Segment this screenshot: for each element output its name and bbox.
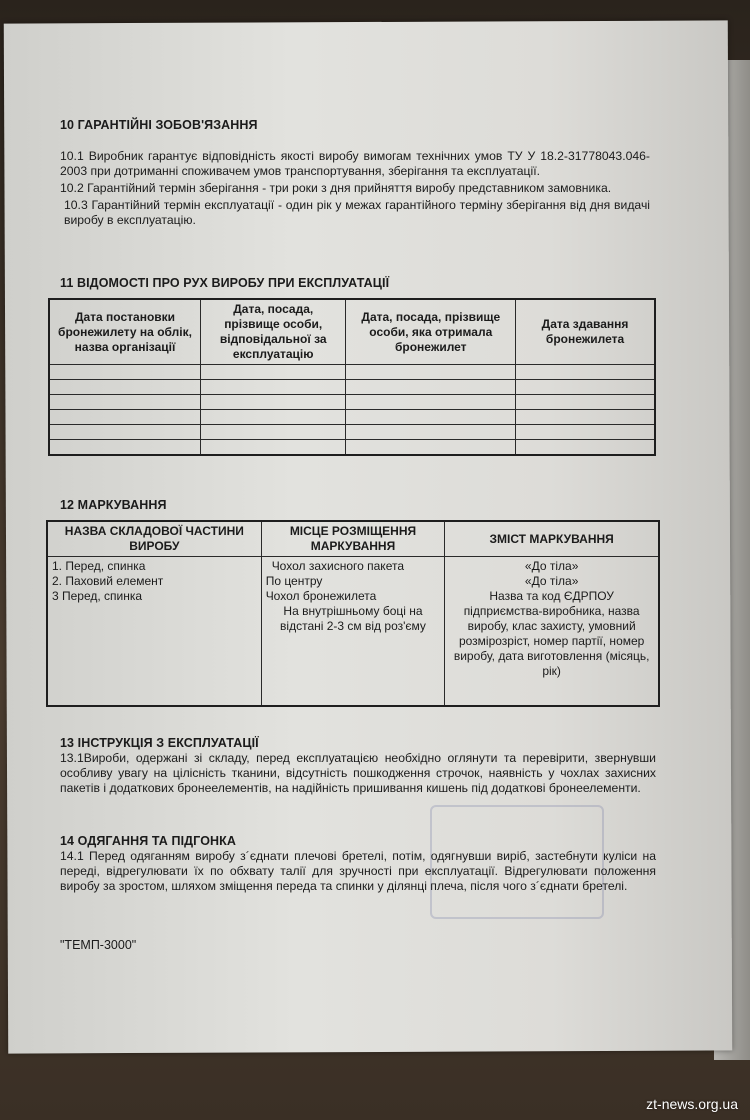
list-item: На внутрішньому боці на відстані 2-3 см від роз'єму <box>280 604 426 633</box>
section-warranty <box>60 118 650 228</box>
marking-content-cell <box>445 557 659 707</box>
site-watermark: zt-news.org.ua <box>646 1096 738 1112</box>
table-row <box>49 380 655 395</box>
table-cell <box>201 410 346 425</box>
list-item: 3 Перед, спинка <box>52 589 143 603</box>
section-10-p3: 10.3 Гарантійний термін експлуатації - один рік у межах гарантійного терміну зберігання від дня видачі виробу в експлуатацію. <box>64 198 650 227</box>
table-cell <box>346 425 516 440</box>
table-cell <box>201 440 346 456</box>
table-cell <box>346 395 516 410</box>
list-item: По центру <box>265 574 323 588</box>
table-cell <box>49 425 201 440</box>
marking-table <box>46 520 660 707</box>
table-cell <box>346 410 516 425</box>
movement-table <box>48 298 656 456</box>
list-item: «До тіла» <box>524 574 579 588</box>
section-11-title: 11 ВІДОМОСТІ ПРО РУХ ВИРОБУ ПРИ ЕКСПЛУАТАЦІЇ <box>60 276 390 290</box>
table-cell <box>49 410 201 425</box>
table-cell <box>201 365 346 380</box>
section-12-title: 12 МАРКУВАННЯ <box>60 498 167 512</box>
movement-header-2: Дата, посада, прізвище особи, відповідальної за експлуатацію <box>201 299 346 365</box>
section-13-title: 13 ІНСТРУКЦІЯ З ЕКСПЛУАТАЦІЇ <box>60 736 259 750</box>
marking-table-header <box>47 521 659 557</box>
table-cell <box>49 365 201 380</box>
table-row <box>49 365 655 380</box>
section-10-p2: 10.2 Гарантійний термін зберігання - три роки з дня прийняття виробу представником замовника. <box>60 181 612 195</box>
table-row <box>49 410 655 425</box>
section-13-p1: 13.1Вироби, одержані зі складу, перед експлуатацією необхідно оглянути та перевірити, звернувши особливу увагу на цілісність тканини, відсутність пошкодження строчок, наявність у чохлах захисних пакетів і додаткових бронеелементів, на надійність пришивання кишень під додаткові бронеелементи. <box>60 751 656 795</box>
table-cell <box>516 365 655 380</box>
list-item: «До тіла» <box>524 559 579 573</box>
table-cell <box>49 380 201 395</box>
table-cell <box>49 440 201 456</box>
table-cell <box>346 365 516 380</box>
marking-header-3: ЗМІСТ МАРКУВАННЯ <box>445 521 659 557</box>
section-10-p1: 10.1 Виробник гарантує відповідність якості виробу вимогам технічних умов ТУ У 18.2-31778043.046-2003 при дотриманні споживачем умов транспортування, зберігання та експлуатації. <box>60 149 650 178</box>
table-row <box>49 395 655 410</box>
table-cell <box>346 380 516 395</box>
table-cell <box>516 440 655 456</box>
table-cell <box>346 440 516 456</box>
table-cell <box>516 410 655 425</box>
table-row <box>47 557 659 707</box>
movement-header-3: Дата, посада, прізвище особи, яка отримала бронежилет <box>346 299 516 365</box>
section-movement <box>60 276 660 291</box>
table-cell <box>516 395 655 410</box>
table-cell <box>516 380 655 395</box>
section-14-title: 14 ОДЯГАННЯ ТА ПІДГОНКА <box>60 834 236 848</box>
product-name: "ТЕМП-3000" <box>60 938 137 952</box>
table-cell <box>201 425 346 440</box>
table-cell <box>201 395 346 410</box>
marking-header-1: НАЗВА СКЛАДОВОЇ ЧАСТИНИ ВИРОБУ <box>47 521 261 557</box>
table-row <box>49 425 655 440</box>
table-cell <box>201 380 346 395</box>
marking-parts-cell <box>47 557 261 707</box>
section-14-p1: 14.1 Перед одяганням виробу з´єднати плечові бретелі, потім, одягнувши виріб, застебнути куліси на переді, відрегулювати їх по обхвату талії для зручності при експлуатації. Відрегулювати положення виробу за зростом, шляхом зміщення переда та спинки у ділянці плеча, після чого з´єднати бретелі. <box>60 849 656 893</box>
list-item: Назва та код ЄДРПОУ підприємства-виробника, назва виробу, клас захисту, умовний розмірозріст, номер партії, номер виробу, дата виготовлення (місяць, рік) <box>453 589 650 678</box>
list-item: Чохол захисного пакета <box>271 559 405 573</box>
list-item: Чохол бронежилета <box>265 589 377 603</box>
list-item: 1. Перед, спинка <box>52 559 146 573</box>
marking-header-2: МІСЦЕ РОЗМІЩЕННЯ МАРКУВАННЯ <box>261 521 445 557</box>
section-fitting <box>60 834 656 894</box>
section-instructions <box>60 736 656 796</box>
section-10-title: 10 ГАРАНТІЙНІ ЗОБОВ'ЯЗАННЯ <box>60 118 258 132</box>
movement-header-1: Дата постановки бронежилету на облік, назва організації <box>49 299 201 365</box>
marking-location-cell <box>261 557 445 707</box>
movement-header-4: Дата здавання бронежилета <box>516 299 655 365</box>
section-marking <box>60 498 660 513</box>
movement-table-header <box>49 299 655 365</box>
table-cell <box>49 395 201 410</box>
list-item: 2. Паховий елемент <box>52 574 164 588</box>
table-row <box>49 440 655 456</box>
table-cell <box>516 425 655 440</box>
